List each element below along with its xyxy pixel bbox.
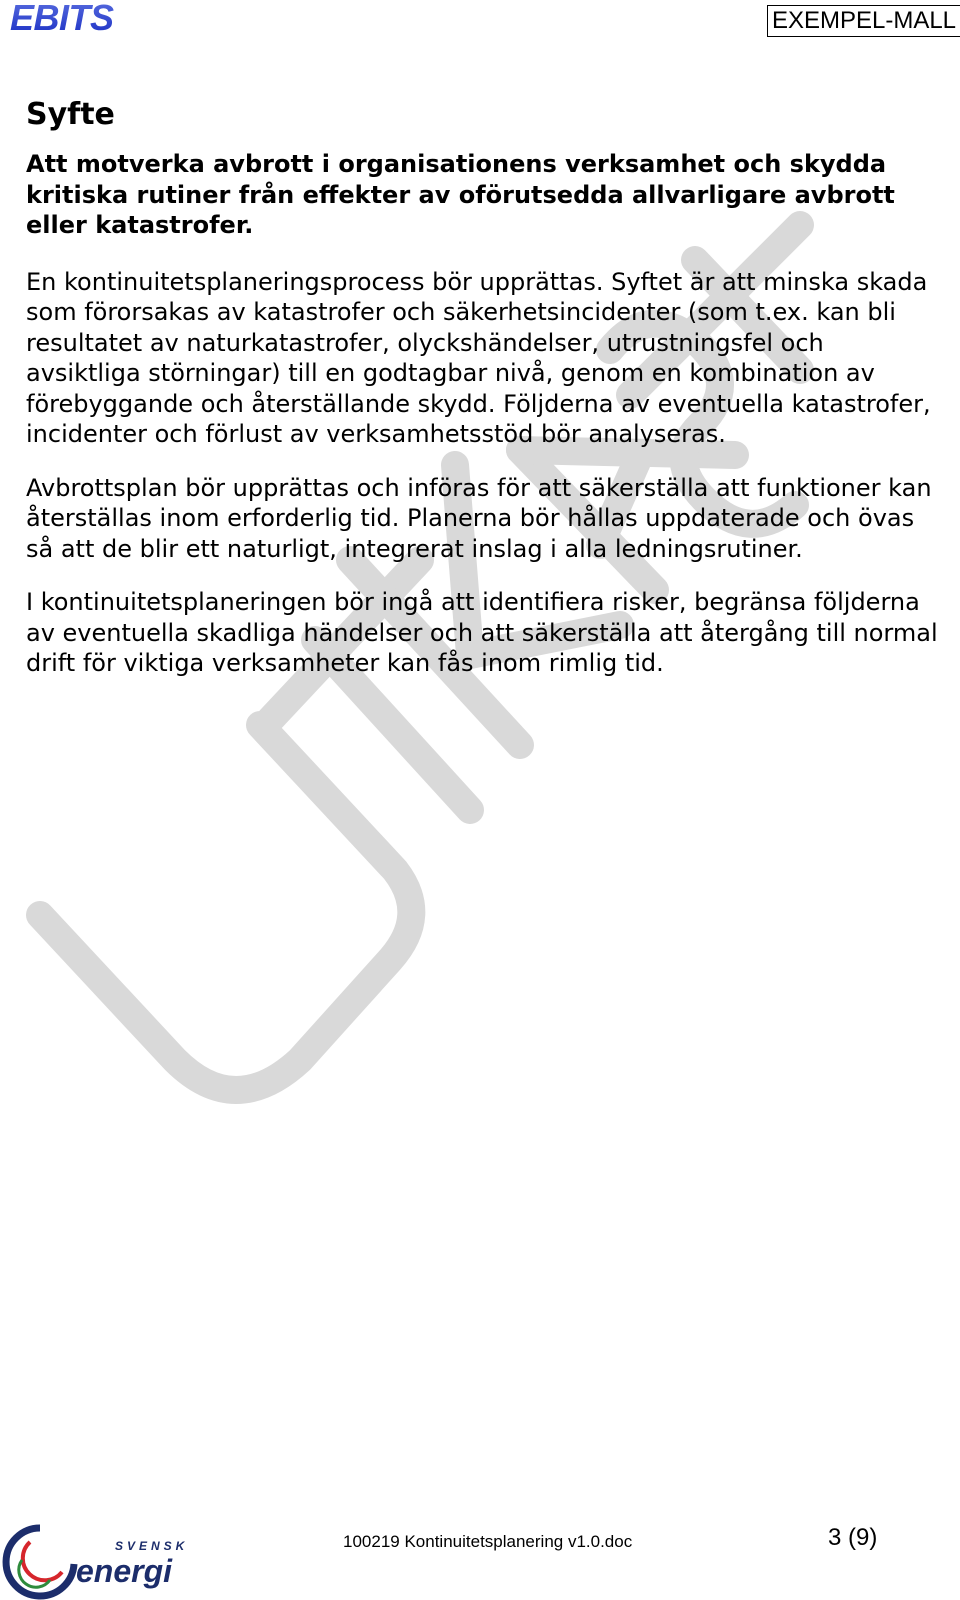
section-heading: Syfte [26,97,115,132]
logo-text-energi: energi [76,1553,173,1589]
svensk-energi-logo [0,1520,200,1600]
body-paragraph-3: I kontinuitetsplaneringen bör ingå att identifiera risker, begränsa följderna av eventuella skadliga händelser och att säkerställa att återgång till normal drift för viktiga verksamheter kan fås inom rimlig tid. [26,588,938,677]
ebits-wordmark-text: EBITS [10,0,114,38]
header-brand [10,0,122,40]
footer-filename: 100219 Kontinuitetsplanering v1.0.doc [343,1532,633,1551]
document-type-label: EXEMPEL-MALL [767,5,960,37]
body-paragraph-1: En kontinuitetsplaneringsprocess bör upprättas. Syftet är att minska skada som förorsakas av katastrofer och säkerhetsincidenter (som t.ex. kan bli resultatet av naturkatastrofer, olyckshändelser, utrustningsfel och avsiktliga störningar) till en godtagbar nivå, genom en kombination av förebyggande och återställande skydd. Följderna av eventuella katastrofer, incidenter och förlust av verksamhetsstöd bör analyseras. [26,267,931,448]
document-body [26,93,946,679]
footer-page-number: 3 (9) [828,1524,878,1551]
ebits-wordmark [10,0,122,40]
body-paragraph-2: Avbrottsplan bör upprättas och införas för att säkerställa att funktioner kan återställas inom erforderlig tid. Planerna bör hållas uppdaterade och övas så att de blir ett naturligt, integrerat inslag i alla ledningsrutiner. [26,473,932,563]
intro-paragraph: Att motverka avbrott i organisationens verksamhet och skydda kritiska rutiner från effekter av oförutsedda allvarligare avbrott eller katastrofer. [26,150,895,239]
logo-text-svensk: SVENSK [115,1539,189,1553]
